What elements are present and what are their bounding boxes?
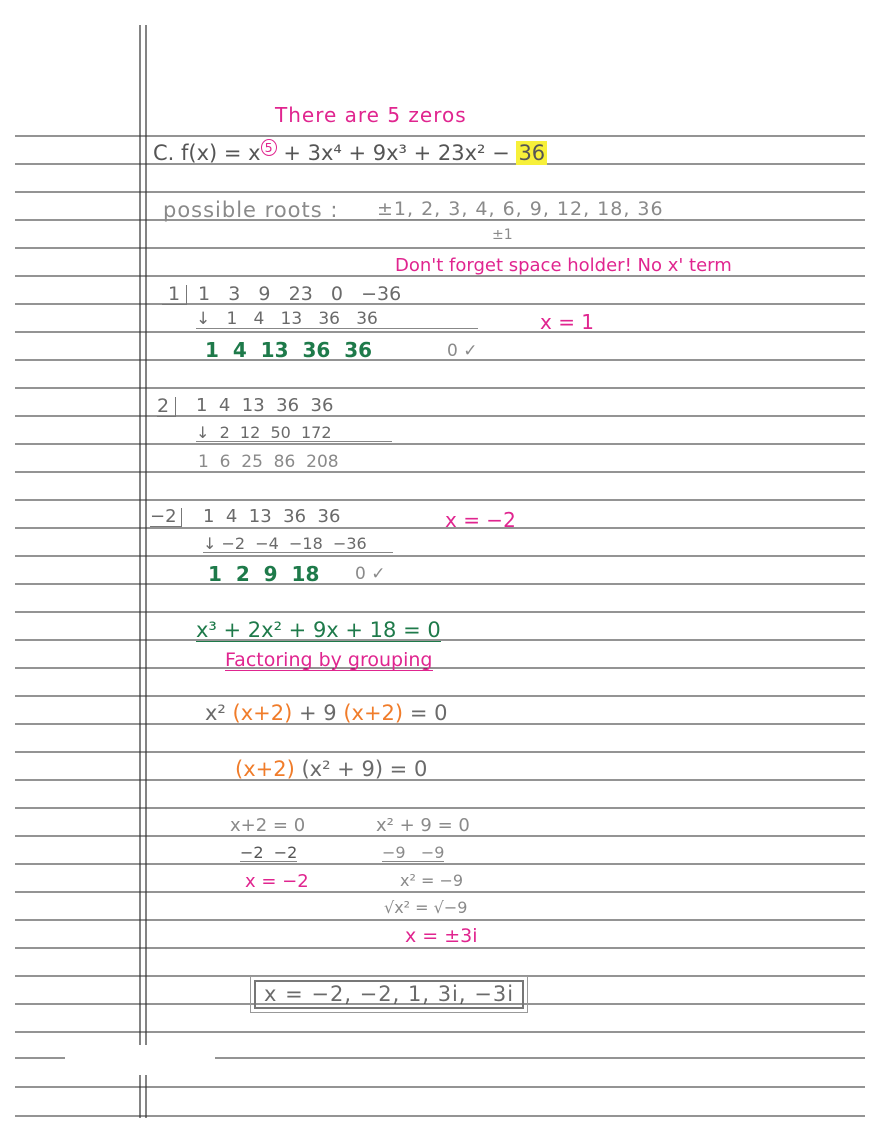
div2-root: 2 bbox=[157, 397, 176, 417]
zeros-note: There are 5 zeros bbox=[275, 103, 467, 127]
constant-highlight: 36 bbox=[518, 141, 546, 165]
factoring-label: Factoring by grouping bbox=[225, 649, 433, 671]
right-subtract: −9 −9 bbox=[382, 843, 445, 862]
div3-answer: x = −2 bbox=[445, 508, 516, 532]
factored-line bbox=[235, 759, 427, 780]
div2-result: 1 6 25 86 208 bbox=[198, 452, 339, 472]
grouping-term-c: + 9 bbox=[299, 701, 337, 725]
div2-products: ↓ 2 12 50 172 bbox=[196, 425, 392, 442]
right-step: x² = −9 bbox=[400, 871, 464, 890]
right-equation: x² + 9 = 0 bbox=[376, 815, 470, 836]
grouping-factor-1: (x+2) bbox=[232, 701, 293, 725]
function-line bbox=[153, 140, 547, 165]
div1-coeffs: 1 3 9 23 0 −36 bbox=[198, 283, 402, 305]
div3-root: −2 bbox=[150, 508, 182, 527]
left-subtract: −2 −2 bbox=[240, 843, 298, 862]
grouping-factor-2: (x+2) bbox=[343, 701, 404, 725]
placeholder-note: Don't forget space holder! No x' term bbox=[395, 255, 732, 276]
div1-result: 1 4 13 36 36 bbox=[205, 338, 373, 362]
div1-products: ↓ 1 4 13 36 36 bbox=[196, 311, 478, 329]
div1-root: 1 bbox=[162, 285, 187, 305]
left-equation: x+2 = 0 bbox=[230, 815, 306, 836]
div2-coeffs: 1 4 13 36 36 bbox=[196, 395, 334, 416]
cubic-equation: x³ + 2x² + 9x + 18 = 0 bbox=[196, 618, 441, 642]
div3-products: ↓ −2 −4 −18 −36 bbox=[203, 536, 393, 553]
div3-coeffs: 1 4 13 36 36 bbox=[203, 506, 341, 527]
grouping-line bbox=[205, 703, 447, 724]
possible-roots-label: possible roots : bbox=[163, 198, 339, 222]
problem-label: C. bbox=[153, 141, 175, 165]
function-lhs: f(x) = x bbox=[181, 141, 261, 165]
div3-remainder: 0 ✓ bbox=[355, 564, 386, 584]
div1-answer: x = 1 bbox=[540, 310, 595, 334]
grouping-term-a: x² bbox=[205, 701, 226, 725]
degree-circled: 5 bbox=[261, 139, 277, 156]
factored-binomial: (x+2) bbox=[235, 757, 295, 781]
final-answer-box: x = −2, −2, 1, 3i, −3i bbox=[254, 980, 524, 1009]
possible-roots-sub: ±1 bbox=[492, 227, 513, 243]
factored-quadratic: (x² + 9) = 0 bbox=[301, 757, 428, 781]
div1-remainder: 0 ✓ bbox=[447, 341, 478, 361]
possible-roots-values: ±1, 2, 3, 4, 6, 9, 12, 18, 36 bbox=[377, 198, 664, 220]
right-sqrt: √x² = √−9 bbox=[384, 898, 468, 917]
left-answer: x = −2 bbox=[245, 871, 309, 892]
function-terms: + 3x⁴ + 9x³ + 23x² − bbox=[283, 141, 510, 165]
right-answer: x = ±3i bbox=[405, 925, 478, 947]
grouping-equals: = 0 bbox=[409, 701, 448, 725]
div3-result: 1 2 9 18 bbox=[208, 562, 320, 586]
